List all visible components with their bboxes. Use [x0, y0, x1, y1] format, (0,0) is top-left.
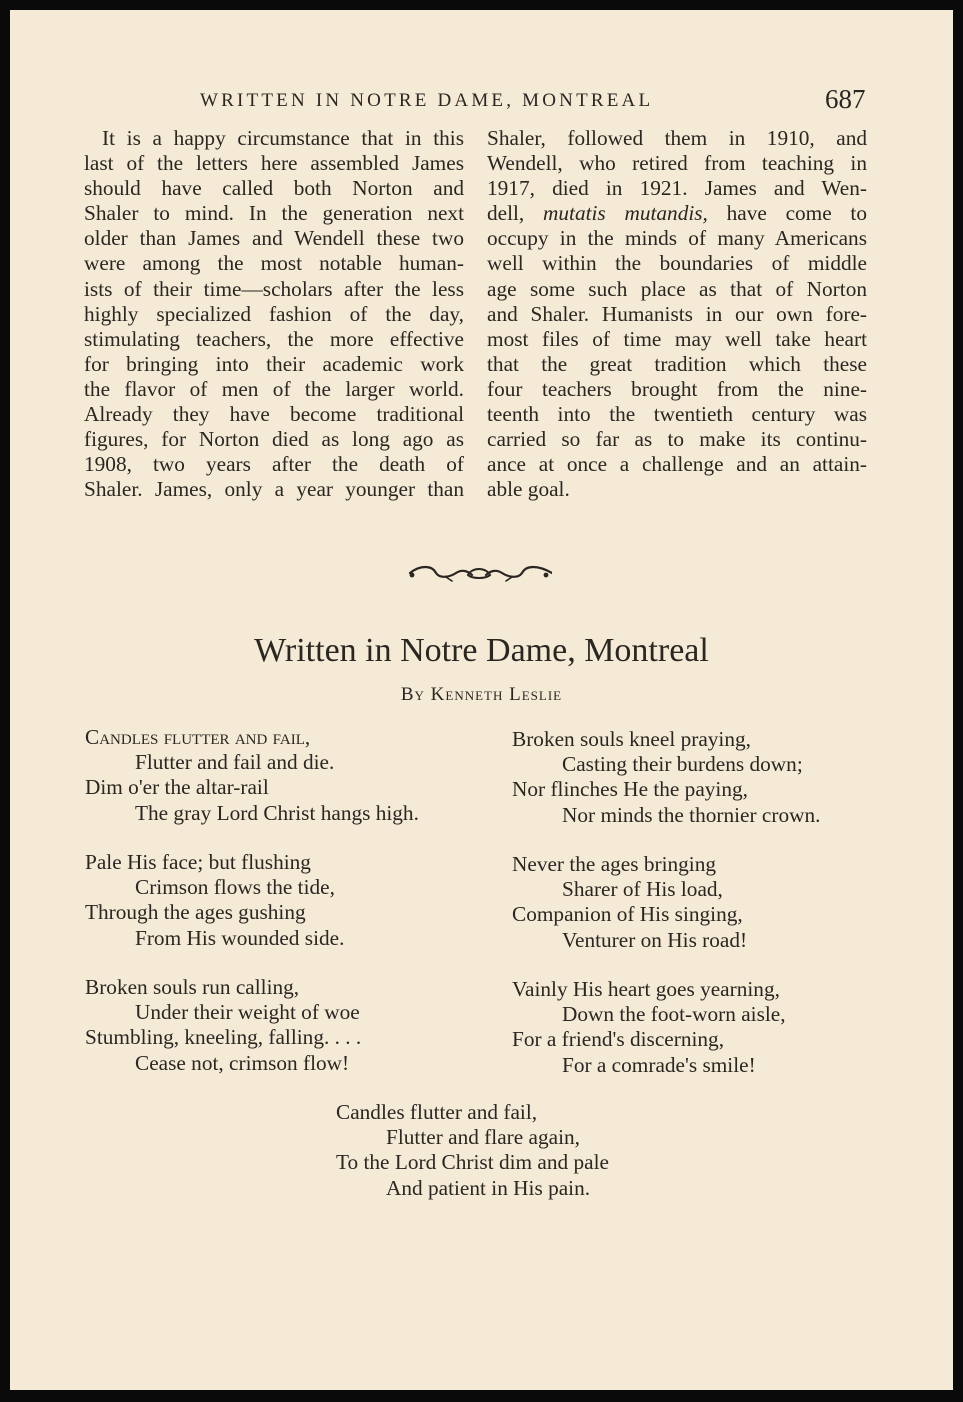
poem-verse: Broken souls run calling, — [85, 975, 300, 999]
poem-verse: Stumbling, kneeling, falling. . . . — [85, 1025, 362, 1050]
poem-verse: For a friend's discerning, — [512, 1027, 725, 1052]
essay-text: have come to — [707, 201, 867, 226]
essay-line: that the great tradition which these — [487, 351, 867, 376]
poem-verse: Vainly His heart goes yearning, — [512, 977, 780, 1001]
ornament-divider — [406, 561, 552, 585]
essay-line: were among the most notable human- — [84, 251, 464, 276]
essay-column-right — [487, 126, 867, 502]
poem-title: Written in Notre Dame, Montreal — [254, 632, 709, 669]
poem-verse: And patient in His pain. — [386, 1175, 591, 1200]
running-head: WRITTEN IN NOTRE DAME, MONTREAL — [200, 90, 654, 111]
poem-stanza-2 — [85, 850, 344, 951]
poem-verse: For a comrade's smile! — [562, 1052, 756, 1077]
essay-line: well within the boundaries of middle — [487, 251, 867, 276]
essay-line: carried so far as to make its continu- — [487, 427, 867, 452]
essay-text: dell, — [487, 201, 543, 226]
essay-line: Shaler. James, only a year younger than — [84, 477, 464, 502]
essay-line: and Shaler. Humanists in our own fore- — [487, 301, 867, 326]
poem-verse: Pale His face; but flushing — [85, 850, 311, 874]
poem-verse: Venturer on His road! — [562, 927, 748, 952]
poem-verse: Casting their burdens down; — [562, 752, 803, 777]
poem-verse: Never the ages bringing — [512, 852, 717, 876]
essay-line: ance at once a challenge and an attain- — [487, 452, 867, 477]
essay-italic-phrase: mutatis mutandis, — [543, 201, 708, 226]
essay-line: able goal. — [487, 477, 570, 502]
poem-verse: Nor flinches He the paying, — [512, 777, 748, 802]
page-number: 687 — [825, 84, 866, 114]
essay-line: It is a happy circumstance that in this — [102, 126, 464, 150]
poem-byline — [10, 684, 953, 706]
essay-line: most files of time may well take heart — [487, 326, 867, 351]
poem-verse: Under their weight of woe — [135, 1000, 360, 1025]
poem-verse: From His wounded side. — [135, 925, 345, 950]
essay-column-left — [84, 126, 464, 502]
poem-stanza-4 — [512, 727, 820, 828]
poem-verse: Down the foot-worn aisle, — [562, 1002, 786, 1027]
essay-line: ists of their time—scholars after the less — [84, 276, 464, 301]
book-page — [10, 10, 953, 1390]
essay-line: Shaler, followed them in 1910, and — [487, 126, 867, 150]
essay-line: the flavor of men of the larger world. — [84, 376, 464, 401]
essay-line-with-italic — [487, 201, 867, 226]
essay-line: occupy in the minds of many Americans — [487, 226, 867, 251]
poem-verse: Crimson flows the tide, — [135, 875, 335, 900]
poem-verse: The gray Lord Christ hangs high. — [135, 800, 419, 825]
poem-verse: Cease not, crimson flow! — [135, 1050, 350, 1075]
poem-verse: Candles flutter and fail, — [336, 1100, 538, 1124]
essay-line: teenth into the twentieth century was — [487, 402, 867, 427]
byline-prefix: By — [400, 684, 425, 705]
byline-author: Kenneth Leslie — [430, 684, 563, 705]
poem-stanza-6 — [512, 977, 786, 1078]
essay-line: highly specialized fashion of the day, — [84, 301, 464, 326]
essay-line: 1908, two years after the death of — [84, 452, 464, 477]
essay-line: figures, for Norton died as long ago as — [84, 427, 464, 452]
drop-word: Candles flutter and fail, — [85, 725, 311, 749]
essay-line: Wendell, who retired from teaching in — [487, 151, 867, 176]
essay-line: four teachers brought from the nine- — [487, 376, 867, 401]
poem-verse: Dim o'er the altar-rail — [85, 775, 269, 800]
poem-verse-opening — [85, 725, 419, 750]
essay-line: last of the letters here assembled James — [84, 151, 464, 176]
poem-stanza-3 — [85, 975, 361, 1076]
essay-line: older than James and Wendell these two — [84, 226, 464, 251]
essay-line: Already they have become traditional — [84, 402, 464, 427]
poem-verse: To the Lord Christ dim and pale — [336, 1150, 609, 1175]
poem-verse: Companion of His singing, — [512, 902, 743, 927]
poem-verse: Through the ages gushing — [85, 900, 306, 925]
essay-line: Shaler to mind. In the generation next — [84, 201, 464, 226]
poem-verse: Sharer of His load, — [562, 877, 723, 902]
poem-verse: Flutter and flare again, — [386, 1125, 580, 1150]
essay-line: age some such place as that of Norton — [487, 276, 867, 301]
poem-stanza-7 — [336, 1100, 609, 1201]
poem-stanza-5 — [512, 852, 747, 953]
essay-line: for bringing into their academic work — [84, 351, 464, 376]
essay-line: stimulating teachers, the more effective — [84, 326, 464, 351]
essay-line: should have called both Norton and — [84, 176, 464, 201]
poem-verse: Broken souls kneel praying, — [512, 727, 751, 751]
poem-verse: Nor minds the thornier crown. — [562, 802, 821, 827]
poem-verse: Flutter and fail and die. — [135, 750, 335, 775]
essay-line: 1917, died in 1921. James and Wen- — [487, 176, 867, 201]
poem-stanza-1 — [85, 725, 419, 826]
